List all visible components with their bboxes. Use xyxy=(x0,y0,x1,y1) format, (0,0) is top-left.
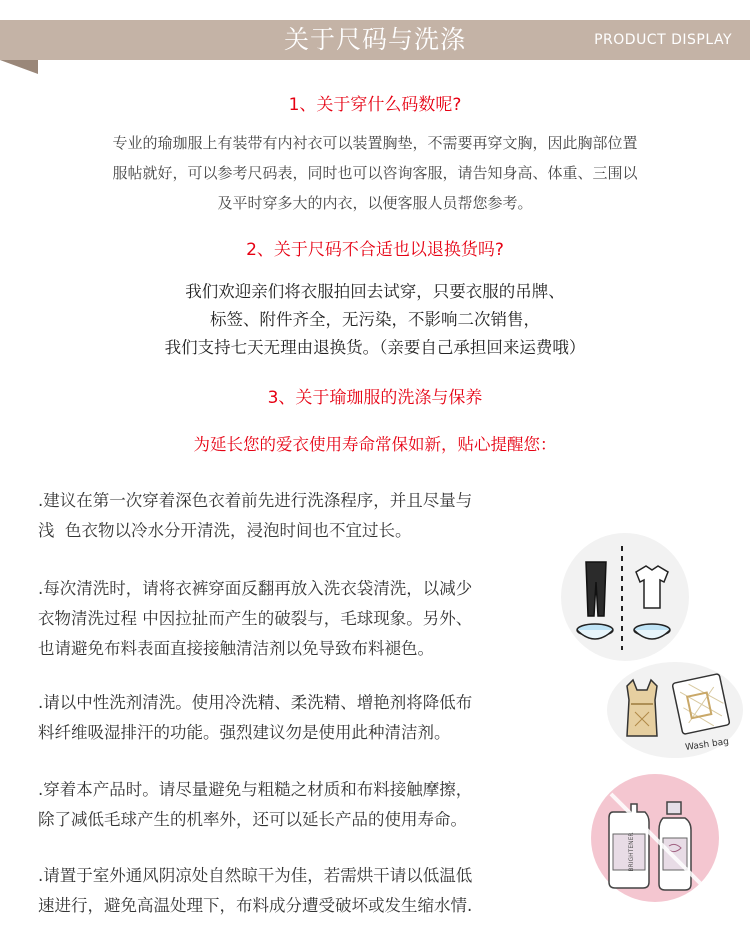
no-brightener-illustration xyxy=(585,772,725,904)
care-line: 衣物清洗过程 中因拉扯而产生的破裂与，毛球现象。另外、 xyxy=(38,609,473,628)
question-2-answer xyxy=(0,278,750,362)
answer-line: 我们支持七天无理由退换货。（亲要自己承担回来运费哦） xyxy=(164,338,586,357)
wash-bag-illustration xyxy=(605,660,745,760)
care-line: .请以中性洗剂清洗。使用冷洗精、柔洗精、增艳剂将降低布 xyxy=(38,693,473,712)
care-line: 速进行，避免高温处理下，布料成分遭受破坏或发生缩水情. xyxy=(38,896,473,915)
header-fold xyxy=(0,60,38,74)
separate-colors-illustration xyxy=(560,532,690,662)
care-tip-1 xyxy=(38,486,578,546)
care-tip-5 xyxy=(38,861,578,921)
page-title: 关于尺码与洗涤 xyxy=(283,25,466,54)
care-line: 料纤维吸湿排汗的功能。强烈建议勿是使用此种清洁剂。 xyxy=(38,723,451,742)
care-tip-3 xyxy=(38,688,578,748)
bubble-bg xyxy=(561,533,689,661)
question-1-answer xyxy=(0,128,750,218)
answer-line: 标签、附件齐全，无污染，不影响二次销售， xyxy=(210,310,540,329)
care-line: .请置于室外通风阴凉处自然晾干为佳，若需烘干请以低温低 xyxy=(38,866,473,885)
wash-bag-label: Wash bag xyxy=(684,736,730,754)
answer-line: 及平时穿多大的内衣，以便客服人员帮您参考。 xyxy=(217,194,533,212)
page-header xyxy=(0,0,750,75)
care-line: .穿着本产品时。请尽量避免与粗糙之材质和布料接触摩擦， xyxy=(38,780,473,799)
mesh-bag-icon xyxy=(672,674,730,735)
bottle-large-icon xyxy=(609,804,649,888)
page-subtitle: PRODUCT DISPLAY xyxy=(594,32,732,48)
bottle-label: BRIGHTENER xyxy=(628,832,635,872)
question-2-title: 2、关于尺码不合适也以退换货吗? xyxy=(246,240,504,260)
care-tip-2 xyxy=(38,574,578,664)
care-line: 浅 色衣物以冷水分开清洗，浸泡时间也不宜过长。 xyxy=(38,521,412,540)
care-tip-4 xyxy=(38,775,578,835)
care-line: .每次清洗时，请将衣裤穿面反翻再放入洗衣袋清洗，以减少 xyxy=(38,579,473,598)
question-1-title: 1、关于穿什么码数呢? xyxy=(288,95,462,115)
care-intro: 为延长您的爱衣使用寿命常保如新，贴心提醒您： xyxy=(193,435,557,454)
answer-line: 专业的瑜珈服上有装带有内衬衣可以装置胸垫，不需要再穿文胸，因此胸部位置 xyxy=(112,134,638,152)
question-3-title: 3、关于瑜珈服的洗涤与保养 xyxy=(267,388,483,408)
answer-line: 我们欢迎亲们将衣服拍回去试穿，只要衣服的吊牌、 xyxy=(185,282,565,301)
care-line: 也请避免布料表面直接接触清洁剂以免导致布料褪色。 xyxy=(38,639,434,658)
care-line: .建议在第一次穿着深色衣着前先进行洗涤程序，并且尽量与 xyxy=(38,491,473,510)
care-line: 除了减低毛球产生的机率外，还可以延长产品的使用寿命。 xyxy=(38,810,467,829)
answer-line: 服帖就好，可以参考尺码表，同时也可以咨询客服，请告知身高、体重、三围以 xyxy=(112,164,638,182)
